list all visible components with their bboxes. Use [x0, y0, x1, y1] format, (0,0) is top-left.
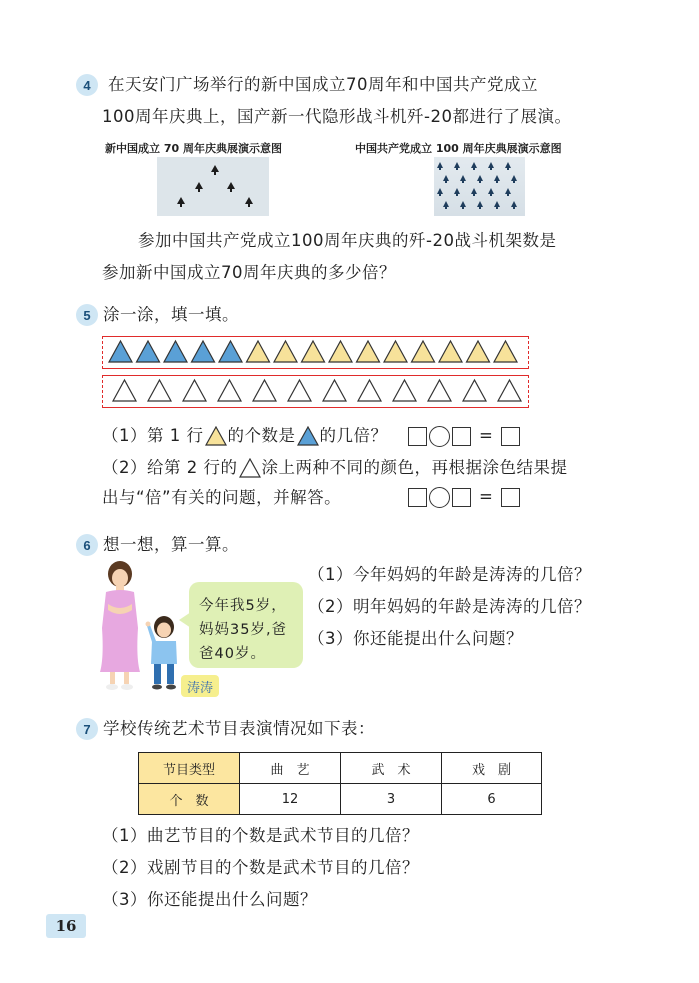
jet-icon — [443, 201, 449, 209]
answer-blanks-q1 — [408, 426, 520, 447]
answer-box[interactable] — [452, 427, 471, 446]
problem-7-number: 7 — [76, 718, 98, 740]
jet-icon — [454, 188, 460, 196]
jet-icon — [460, 175, 466, 183]
table-cell: 12 — [240, 784, 341, 815]
table-header-label: 节目类型 — [139, 753, 240, 784]
jet-icon — [494, 201, 500, 209]
jet-icon — [437, 162, 443, 170]
table-row-label: 个 数 — [139, 784, 240, 815]
jet-icon — [488, 162, 494, 170]
empty-triangle — [463, 380, 486, 401]
jet-icon — [211, 165, 219, 175]
problem-6-number: 6 — [76, 534, 98, 556]
yellow-triangle — [494, 341, 517, 362]
page-number: 16 — [46, 914, 86, 938]
jet-icon — [488, 188, 494, 196]
q1-text-a: （1）第 1 行 — [102, 425, 204, 445]
equals-sign: = — [479, 426, 494, 446]
yellow-triangle — [274, 341, 297, 362]
answer-box[interactable] — [452, 488, 471, 507]
figure-caption-100th: 中国共产党成立 100 周年庆典展演示意图 — [355, 142, 562, 155]
yellow-triangle — [329, 341, 352, 362]
triangle-row-2 — [102, 375, 529, 408]
jet-icon — [505, 162, 511, 170]
table-row — [139, 753, 542, 784]
problem-5-question-1 — [102, 424, 388, 448]
problem-7-question-2: （2）戏剧节目的个数是武术节目的几倍？ — [102, 858, 419, 877]
yellow-triangle — [384, 341, 407, 362]
yellow-triangle-icon — [205, 426, 227, 446]
table-cell: 3 — [341, 784, 442, 815]
yellow-triangle — [357, 341, 380, 362]
answer-blanks-q2 — [408, 487, 520, 508]
jet-icon — [227, 182, 235, 192]
speech-bubble — [189, 582, 303, 668]
jet-icon — [471, 188, 477, 196]
operator-circle[interactable] — [429, 426, 450, 447]
problem-4-number: 4 — [76, 74, 98, 96]
problem-6-question-2: （2）明年妈妈的年龄是涛涛的几倍？ — [308, 597, 591, 616]
child-illustration — [144, 614, 184, 692]
problem-6-title: 想一想，算一算。 — [103, 535, 239, 554]
table-column-header: 戏 剧 — [442, 753, 542, 784]
problem-6-question-3: （3）你还能提出什么问题？ — [308, 629, 523, 648]
answer-box[interactable] — [408, 427, 427, 446]
q1-text-b: 的个数是 — [227, 425, 296, 445]
blue-triangle — [164, 341, 187, 362]
yellow-triangle — [302, 341, 325, 362]
empty-triangle — [428, 380, 451, 401]
problem-4-line2: 100周年庆典上，国产新一代隐形战斗机歼-20都进行了展演。 — [102, 107, 572, 126]
yellow-triangle — [439, 341, 462, 362]
yellow-triangle — [412, 341, 435, 362]
yellow-triangle — [247, 341, 270, 362]
problem-5-question-2-line2: 出与“倍”有关的问题，并解答。 — [102, 488, 342, 507]
problem-4-question-line2: 参加新中国成立70周年庆典的多少倍？ — [102, 263, 396, 282]
triangle-row-1-shapes — [103, 337, 527, 367]
jet-icon — [471, 162, 477, 170]
q2-text-a: （2）给第 2 行的 — [102, 457, 238, 477]
problem-7-question-1: （1）曲艺节目的个数是武术节目的几倍？ — [102, 826, 419, 845]
equals-sign: = — [479, 487, 494, 507]
jet-icon — [195, 182, 203, 192]
blue-triangle — [192, 341, 215, 362]
triangle-row-2-shapes — [103, 376, 527, 406]
bubble-tail — [179, 612, 191, 628]
child-name: 涛涛 — [186, 680, 213, 696]
empty-triangle — [393, 380, 416, 401]
problem-7-question-3: （3）你还能提出什么问题？ — [102, 890, 317, 909]
jet-formation-100th — [434, 157, 525, 216]
answer-box[interactable] — [408, 488, 427, 507]
bubble-line-2: 妈妈35岁,爸 — [199, 622, 288, 638]
problem-6-question-1: （1）今年妈妈的年龄是涛涛的几倍？ — [308, 565, 591, 584]
jet-icon — [477, 201, 483, 209]
empty-triangle-icon — [239, 458, 261, 478]
empty-triangle — [183, 380, 206, 401]
empty-triangle — [253, 380, 276, 401]
jet-icon — [177, 197, 185, 207]
operator-circle[interactable] — [429, 487, 450, 508]
jet-icon — [443, 175, 449, 183]
empty-triangle — [288, 380, 311, 401]
jet-icon — [245, 197, 253, 207]
child-name-tag — [181, 675, 219, 697]
blue-triangle — [109, 341, 132, 362]
problem-5-question-2 — [102, 456, 568, 480]
triangle-row-1 — [102, 336, 529, 369]
jet-icon — [494, 175, 500, 183]
table-column-header: 曲 艺 — [240, 753, 341, 784]
table-cell: 6 — [442, 784, 542, 815]
problem-4-line1: 在天安门广场举行的新中国成立70周年和中国共产党成立 — [108, 75, 538, 94]
formation-70th-image — [157, 157, 269, 216]
result-box[interactable] — [501, 427, 520, 446]
empty-triangle — [148, 380, 171, 401]
empty-triangle — [498, 380, 521, 401]
table-row — [139, 784, 542, 815]
jet-formation-70th — [157, 157, 269, 216]
jet-icon — [511, 201, 517, 209]
jet-icon — [477, 175, 483, 183]
blue-triangle — [137, 341, 160, 362]
empty-triangle — [358, 380, 381, 401]
q2-text-b: 涂上两种不同的颜色，再根据涂色结果提 — [261, 457, 568, 477]
figure-caption-70th: 新中国成立 70 周年庆典展演示意图 — [105, 142, 282, 155]
jet-icon — [454, 162, 460, 170]
result-box[interactable] — [501, 488, 520, 507]
blue-triangle — [219, 341, 242, 362]
empty-triangle — [323, 380, 346, 401]
problem-5-title: 涂一涂，填一填。 — [103, 305, 239, 324]
q1-text-c: 的几倍？ — [319, 425, 388, 445]
bubble-line-3: 爸40岁。 — [199, 646, 266, 662]
empty-triangle — [218, 380, 241, 401]
problem-4-question-line1: 参加中国共产党成立100周年庆典的歼-20战斗机架数是 — [138, 231, 557, 250]
formation-100th-image — [434, 157, 525, 216]
problem-5-number: 5 — [76, 304, 98, 326]
table-column-header: 武 术 — [341, 753, 442, 784]
bubble-line-1: 今年我5岁， — [199, 598, 287, 614]
jet-icon — [505, 188, 511, 196]
jet-icon — [511, 175, 517, 183]
problem-7-title: 学校传统艺术节目表演情况如下表： — [103, 719, 375, 738]
jet-icon — [460, 201, 466, 209]
program-table — [138, 752, 542, 815]
blue-triangle-icon — [297, 426, 319, 446]
jet-icon — [437, 188, 443, 196]
empty-triangle — [113, 380, 136, 401]
yellow-triangle — [467, 341, 490, 362]
